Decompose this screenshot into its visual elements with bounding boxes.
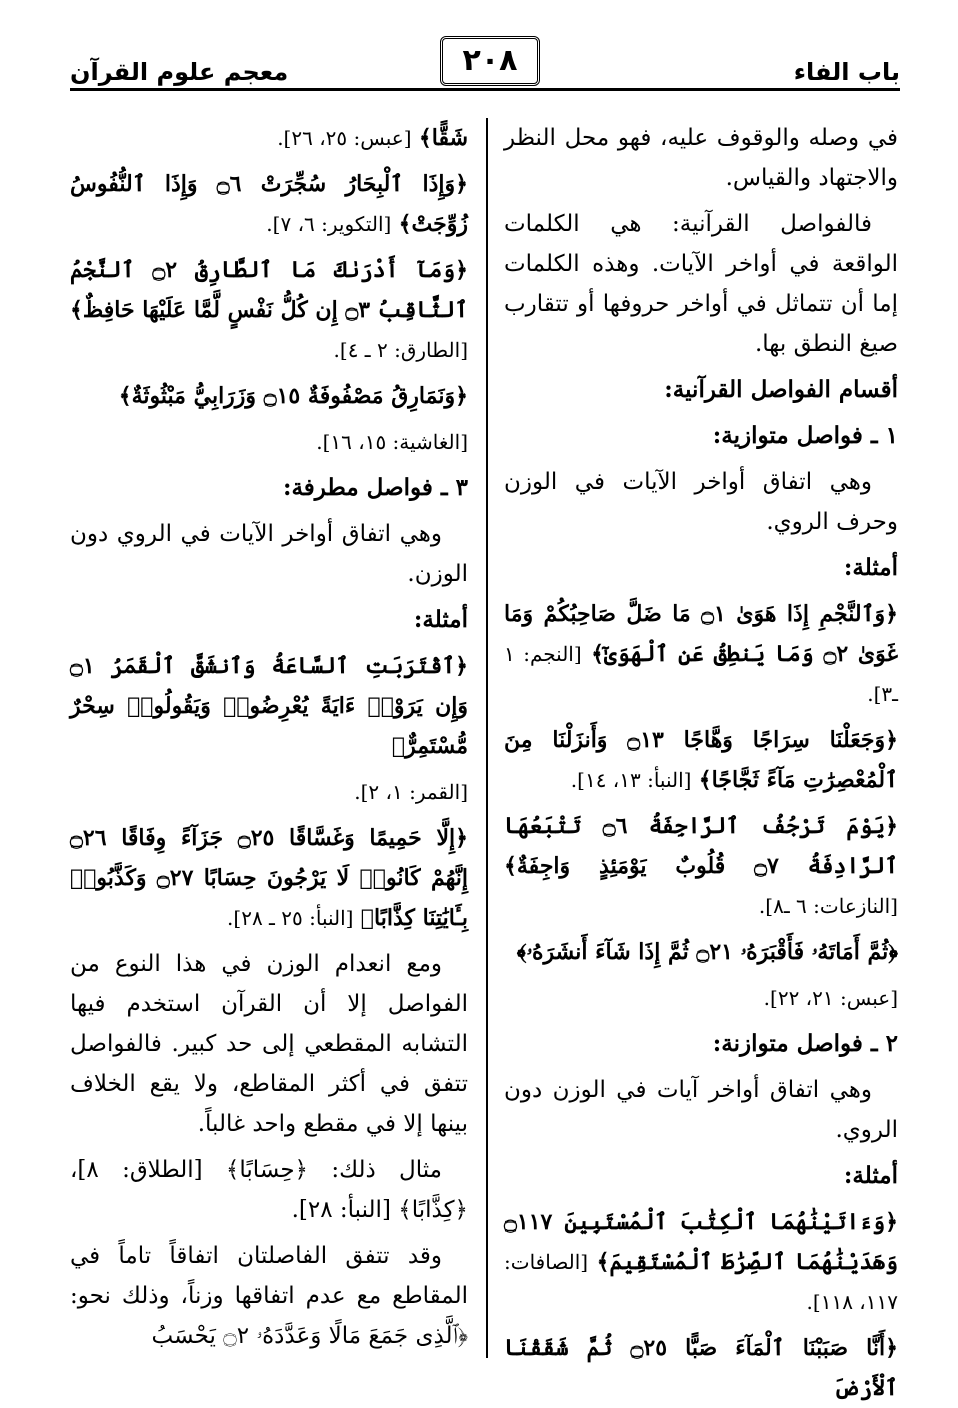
verse-reference: [عبس: ٢١، ٢٢]. — [763, 986, 898, 1010]
verse: ﴿وَءَاتَيْنَٰهُمَا ٱلْكِتَٰبَ ٱلْمُسْتَبِينَ ۝١١٧ وَهَدَيْنَٰهُمَا ٱلصِّرَٰطَ ٱلْمُسْتَقِيمَ﴾ — [504, 1209, 898, 1275]
section-heading: ٣ ـ فواصل مطرفة: — [282, 474, 468, 501]
book-title: معجم علوم القرآن — [70, 58, 289, 86]
verse: ﴿أَنَّا صَبَبْنَا ٱلْمَآءَ صَبًّا ۝٢٥ ثُمَّ شَقَقْنَا ٱلْأَرْضَ — [504, 1335, 898, 1401]
verse-reference: [النجم: ١ ـ٣]. — [504, 642, 898, 706]
verse: ﴿يَوْمَ تَرْجُفُ ٱلرَّاجِفَةُ ۝٦ تَتْبَعُهَا ٱلرَّادِفَةُ ۝٧ قُلُوبٌ يَوْمَئِذٍ وَاجِفَةٌ﴾ — [504, 813, 898, 879]
column-divider — [486, 118, 488, 1358]
paragraph: ومع انعدام الوزن في هذا النوع من الفواصل إلا أن القرآن استخدم فيها التشابه المقطعي إلى حد كبير. فالفواصل تتفق في أكثر المقاطع، ولا يقع الخلاف بينها إلا في مقطع واحد غالباً. — [70, 951, 468, 1137]
verse: شَقًّا﴾ — [418, 125, 468, 151]
verse-reference: [النبأ: ٢٥ ـ ٢٨]. — [227, 906, 354, 930]
verse-reference: [القمر: ١، ٢]. — [354, 780, 468, 804]
examples-label: أمثلة: — [843, 554, 898, 581]
verse-reference: [التكوير: ٦، ٧]. — [266, 212, 392, 236]
examples-label: أمثلة: — [413, 606, 468, 633]
chapter-title: باب الفاء — [793, 58, 900, 86]
verse: ﴿إِلَّا حَمِيمًا وَغَسَّاقًا ۝٢٥ جَزَآءً وِفَاقًا ۝٢٦ إِنَّهُمْ كَانُوا۟ لَا يَرْجُونَ حِسَابًا ۝٢٧ وَكَذَّبُوا۟ بِـَٔايَٰتِنَا كِذَّابًا﴾ — [70, 825, 468, 931]
verse: ﴿وَإِذَا ٱلْبِحَارُ سُجِّرَتْ ۝٦ وَإِذَا ٱلنُّفُوسُ زُوِّجَتْ﴾ — [70, 171, 468, 237]
verse-reference: [النازعات: ٦ ـ٨]. — [758, 894, 898, 918]
verse-reference: [الطارق: ٢ ـ ٤]. — [333, 338, 468, 362]
page-header — [70, 30, 900, 92]
verse-reference: [الصافات: ١١٧، ١١٨]. — [504, 1250, 898, 1314]
section-heading: ٢ ـ فواصل متوازنة: — [712, 1030, 898, 1057]
paragraph: مثال ذلك: ﴿حِسَابًا﴾ [الطلاق: ٨]، ﴿كِذَّابًا﴾ [النبأ: ٢٨]. — [70, 1157, 468, 1223]
paragraph: وقد تتفق الفاصلتان اتفاقاً تاماً في المقاطع مع عدم اتفاقها وزناً، وذلك نحو: ﴿ٱلَّذِى جَمَعَ مَالًا وَعَدَّدَهُۥ ۝٢ يَحْسَبُ — [70, 1243, 468, 1349]
verse-reference: [عبس: ٢٥، ٢٦]. — [277, 126, 412, 150]
verse: ﴿ثُمَّ أَمَاتَهُۥ فَأَقْبَرَهُۥ ۝٢١ ثُمَّ إِذَا شَآءَ أَنشَرَهُۥ﴾ — [516, 939, 898, 965]
left-column — [70, 118, 468, 1358]
verse-reference: [الغاشية: ١٥، ١٦]. — [316, 430, 468, 454]
verse-reference: [النبأ: ١٣، ١٤]. — [570, 768, 692, 792]
paragraph: فالفواصل القرآنية: هي الكلمات الواقعة في أواخر الآيات. وهذه الكلمات إما أن تتماثل في أواخر حروفها أو تتقارب صيغ النطق بها. — [504, 211, 898, 357]
paragraph: وهي اتفاق أواخر آيات في الوزن دون الروي. — [504, 1077, 898, 1143]
verse: ﴿وَمَآ أَدْرَىٰكَ مَا ٱلطَّارِقُ ۝٢ ٱلنَّجْمُ ٱلثَّاقِبُ ۝٣ إِن كُلُّ نَفْسٍ لَّمَّا عَلَيْهَا حَافِظٌ﴾ — [70, 257, 468, 323]
verse: ﴿وَنَمَارِقُ مَصْفُوفَةٌ ۝١٥ وَزَرَابِيُّ مَبْثُوثَةٌ﴾ — [118, 383, 468, 409]
verse: ﴿وَجَعَلْنَا سِرَاجًا وَهَّاجًا ۝١٣ وَأَنزَلْنَا مِنَ ٱلْمُعْصِرَٰتِ مَآءً ثَجَّاجًا﴾ — [504, 727, 898, 793]
paragraph: وهي اتفاق أواخر الآيات في الوزن وحرف الروي. — [504, 469, 898, 535]
page-number: ٢٠٨ — [440, 36, 540, 86]
examples-label: أمثلة: — [843, 1162, 898, 1189]
paragraph: وهي اتفاق أواخر الآيات في الروي دون الوزن. — [70, 521, 468, 587]
paragraph: في وصله والوقوف عليه، فهو محل النظر والاجتهاد والقياس. — [504, 125, 898, 191]
header-rule — [70, 88, 900, 91]
verse: ﴿وَٱلنَّجْمِ إِذَا هَوَىٰ ۝١ مَا ضَلَّ صَاحِبُكُمْ وَمَا غَوَىٰ ۝٢ وَمَا يَنطِقُ عَنِ ٱلْهَوَىٰٓ﴾ — [504, 601, 898, 667]
section-heading: ١ ـ فواصل متوازية: — [712, 422, 898, 449]
verse: ﴿ٱقْتَرَبَتِ ٱلسَّاعَةُ وَٱنشَقَّ ٱلْقَمَرُ ۝١ وَإِن يَرَوْا۟ ءَايَةً يُعْرِضُوا۟ وَيَقُولُوا۟ سِحْرٌ مُّسْتَمِرٌّ﴾ — [70, 653, 468, 759]
section-heading: أقسام الفواصل القرآنية: — [664, 376, 898, 403]
right-column — [504, 118, 898, 1401]
